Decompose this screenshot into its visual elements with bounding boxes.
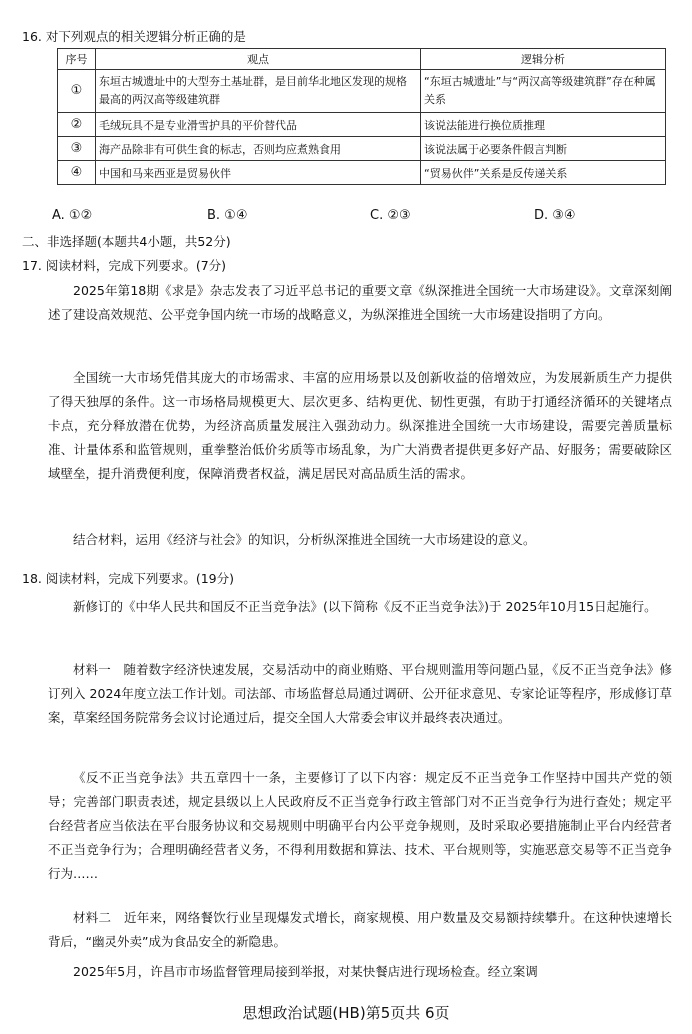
row-analysis: “贸易伙伴”关系是反传递关系: [421, 161, 666, 185]
row-number: ③: [58, 137, 96, 161]
table-row: [58, 161, 666, 185]
q17-prompt: 结合材料，运用《经济与社会》的知识，分析纵深推进全国统一大市场建设的意义。: [73, 532, 536, 547]
q18-intro: 新修订的《中华人民共和国反不正当竞争法》(以下简称《反不正当竞争法》)于 2025年10月15日起施行。: [73, 599, 657, 614]
logic-analysis-table: [57, 48, 666, 185]
section-2-title: 二、非选择题(本题共4小题，共52分): [22, 234, 231, 249]
header-view: 观点: [96, 49, 421, 70]
question-16-title: 16. 对下列观点的相关逻辑分析正确的是: [22, 29, 246, 44]
q17-paragraph-1: 2025年第18期《求是》杂志发表了习近平总书记的重要文章《纵深推进全国统一大市场建设》。文章深刻阐述了建设高效规范、公平竞争国内统一市场的战略意义，为纵深推进全国统一大市场建设指明了方向。: [48, 283, 672, 322]
row-view: 中国和马来西亚是贸易伙伴: [96, 161, 421, 185]
row-number: ②: [58, 113, 96, 137]
q18-material-1-content: 《反不正当竞争法》共五章四十一条，主要修订了以下内容：规定反不正当竞争工作坚持中国共产党的领导；完善部门职责表述，规定县级以上人民政府反不正当竞争行政主管部门对不正当竞争行为进行查处；规定平台经营者应当依法在平台服务协议和交易规则中明确平台内公平竞争规则，及时采取必要措施制止平台内经营者不正当竞争行为；合理明确经营者义务，不得利用数据和算法、技术、平台规则等，实施恶意交易等不正当竞争行为……: [48, 770, 672, 881]
row-view: 毛绒玩具不是专业滑雪护具的平价替代品: [96, 113, 421, 137]
q18-material-2-continued: 2025年5月，许昌市市场监督管理局接到举报，对某快餐店进行现场检查。经立案调: [73, 964, 538, 979]
row-view: 海产品除非有可供生食的标志，否则均应煮熟食用: [96, 137, 421, 161]
q18-material-2: 材料二 近年来，网络餐饮行业呈现爆发式增长，商家规模、用户数量及交易额持续攀升。在这种快速增长背后，“幽灵外卖”成为食品安全的新隐患。: [48, 910, 672, 949]
choice-d[interactable]: D. ③④: [534, 208, 576, 223]
row-number: ①: [58, 70, 96, 113]
row-analysis: 该说法能进行换位质推理: [421, 113, 666, 137]
question-17-head: 17. 阅读材料，完成下列要求。(7分): [22, 258, 227, 273]
table-header-row: [58, 49, 666, 70]
choice-a[interactable]: A. ①②: [52, 208, 93, 223]
q17-paragraph-2: 全国统一大市场凭借其庞大的市场需求、丰富的应用场景以及创新收益的倍增效应，为发展新质生产力提供了得天独厚的条件。这一市场格局规模更大、层次更多、结构更优、韧性更强，有助于打通经济循环的关键堵点卡点，充分释放潜在优势，为经济高质量发展注入强劲动力。纵深推进全国统一大市场建设，需要完善质量标准、计量体系和监管规则，重拳整治低价劣质等市场乱象，为广大消费者提供更多好产品、好服务；需要破除区域壁垒，提升消费便利度，保障消费者权益，满足居民对高品质生活的需求。: [48, 370, 672, 481]
choice-c[interactable]: C. ②③: [370, 208, 411, 223]
question-18-head: 18. 阅读材料，完成下列要求。(19分): [22, 571, 235, 586]
row-analysis: 该说法属于必要条件假言判断: [421, 137, 666, 161]
table-row: [58, 70, 666, 113]
choice-b[interactable]: B. ①④: [207, 208, 248, 223]
row-number: ④: [58, 161, 96, 185]
page-footer: 思想政治试题(HB)第5页共 6页: [242, 1004, 450, 1022]
row-view: 东垣古城遗址中的大型夯土基址群，是目前华北地区发现的规格最高的两汉高等级建筑群: [96, 70, 421, 113]
table-row: [58, 137, 666, 161]
header-analysis: 逻辑分析: [421, 49, 666, 70]
table-row: [58, 113, 666, 137]
row-analysis: “东垣古城遗址”与“两汉高等级建筑群”存在种属关系: [421, 70, 666, 113]
header-number: 序号: [58, 49, 96, 70]
q18-material-1: 材料一 随着数字经济快速发展，交易活动中的商业贿赂、平台规则滥用等问题凸显，《反不正当竞争法》修订列入 2024年度立法工作计划。司法部、市场监督总局通过调研、公开征求意见、专家论证等程序，形成修订草案，草案经国务院常务会议讨论通过后，提交全国人大常委会审议并最终表决通过。: [48, 662, 672, 725]
